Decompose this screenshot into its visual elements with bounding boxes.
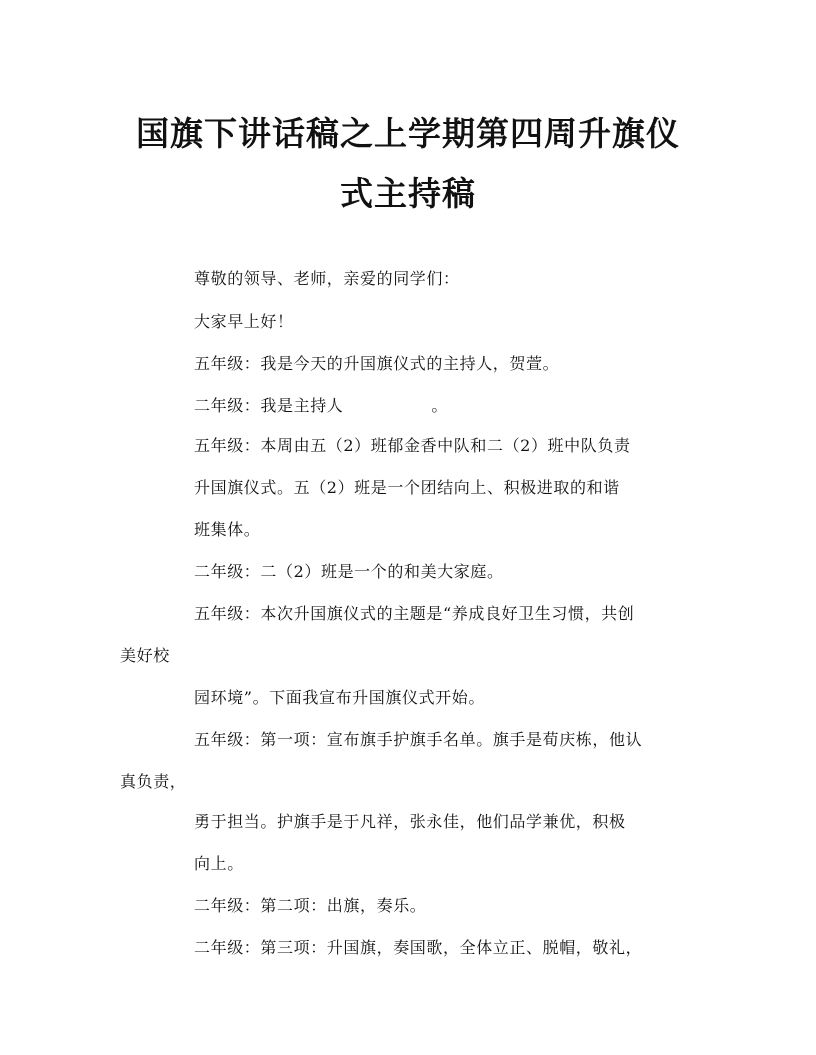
body-line-wrap: 美好校 (120, 646, 170, 665)
body-line: 二年级：二（2）班是一个的和美大家庭。 (194, 562, 504, 581)
body-line: 班集体。 (194, 520, 261, 539)
body-line: 五年级：第一项：宣布旗手护旗手名单。旗手是荀庆栋，他认 (194, 730, 643, 749)
body-line: 园环境”。下面我宣布升国旗仪式开始。 (194, 688, 485, 707)
body-line-wrap: 真负责， (120, 772, 187, 791)
greeting-line: 尊敬的领导、老师，亲爱的同学们： (194, 269, 460, 288)
body-line: 二年级：第二项：出旗，奏乐。 (194, 896, 427, 915)
host-period: 。 (431, 396, 449, 415)
body-line: 二年级：第三项：升国旗，奏国歌，全体立正、脱帽，敬礼， (194, 938, 643, 957)
document-title-line-1: 国旗下讲话稿之上学期第四周升旗仪 (136, 114, 680, 153)
body-line: 五年级：本次升国旗仪式的主题是“养成良好卫生习惯，共创 (194, 604, 635, 623)
body-line: 五年级：我是今天的升国旗仪式的主持人，贺萱。 (194, 354, 560, 373)
body-line (194, 395, 448, 417)
body-line: 升国旗仪式。五（2）班是一个团结向上、积极进取的和谐 (194, 478, 620, 497)
body-line: 勇于担当。护旗手是于凡祥，张永佳，他们品学兼优，积极 (194, 812, 626, 831)
document-title-line-2: 式主持稿 (340, 174, 476, 213)
body-line: 大家早上好！ (194, 312, 294, 331)
host-label: 二年级：我是主持人 (194, 396, 344, 415)
body-line: 向上。 (194, 854, 244, 873)
body-line: 五年级：本周由五（2）班郁金香中队和二（2）班中队负责 (194, 436, 631, 455)
